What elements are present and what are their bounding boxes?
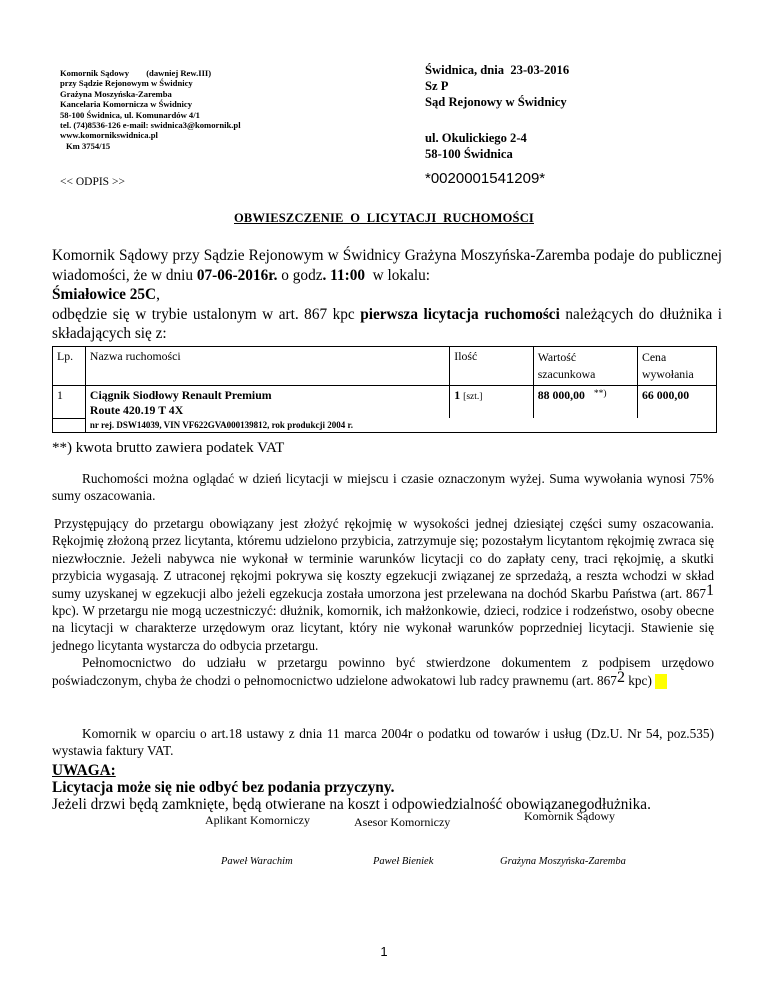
paragraph-text: kpc)	[624, 672, 652, 688]
auction-date: 07-06-2016r.	[196, 266, 278, 284]
case-number: Km 3754/15	[66, 140, 111, 151]
intro-paragraph	[52, 246, 722, 285]
signatory-name: Paweł Bieniek	[373, 856, 434, 867]
addressee-city: 58-100 Świdnica	[425, 147, 513, 161]
paragraph-text: kpc). W przetargu nie mogą uczestniczyć: dłużnik, komornik, ich małżonkowie, dzieci, rodzice i rodzeństwo, osoby obecne na licytacji w charakterze urzędowym oraz licytant, który nie wykonał warunków poprzedniej licytacji. Stawienie się jednego licytanta wystarcza do odbycia przetargu.	[52, 603, 714, 653]
location-line	[52, 285, 722, 305]
paragraph-text: Pełnomocnictwo do udziału w przetargu powinno być stwierdzone dokumentem z podpisem urzędowo poświadczonym, chyba że chodzi o pełnomocnictwo udzielone adwokatowi lub radcy prawnemu (art. 867	[52, 655, 714, 688]
article-superscript: 2	[616, 668, 625, 686]
intro-text: o godz	[277, 266, 323, 284]
addressee-block	[425, 62, 569, 110]
paragraph-text	[52, 515, 714, 654]
letterhead-line: Kancelaria Komornicza w Świdnicy	[60, 99, 192, 110]
table-row	[53, 386, 717, 419]
place-date: Świdnica, dnia 23-03-2016	[425, 63, 570, 77]
cell-name	[85, 386, 449, 419]
header-lp: Lp.	[53, 347, 86, 386]
auction-location: Śmiałowice 25C	[52, 286, 157, 303]
letterhead-line: 58-100 Świdnica, ul. Komunardów 4/1	[60, 109, 200, 120]
intro-paragraph	[52, 305, 722, 344]
notice-heading: UWAGA:	[52, 762, 116, 779]
intro-text: należących do dłużnika i składających się z:	[52, 305, 723, 342]
table-header-row	[53, 347, 717, 386]
notice-block	[52, 762, 651, 813]
vat-marker: **)	[593, 389, 607, 399]
letterhead-line: www.komornikswidnica.pl	[60, 130, 158, 141]
item-price: 66 000,00	[641, 388, 690, 402]
auction-type: pierwsza licytacja ruchomości	[360, 305, 560, 323]
bailiff-letterhead	[60, 68, 241, 151]
table-details-row	[53, 418, 717, 433]
addressee-court: Sąd Rejonowy w Świdnicy	[425, 95, 567, 109]
signature-role: Aplikant Komorniczy	[205, 813, 310, 827]
deposit-paragraph	[52, 515, 714, 689]
signatory-name: Paweł Warachim	[221, 856, 293, 867]
barcode-text: *0020001541209*	[425, 170, 546, 187]
header-qty: Ilość	[450, 347, 533, 386]
signature-role: Asesor Komorniczy	[354, 815, 451, 829]
header-value: Wartość szacunkowa	[533, 347, 637, 386]
signature-role: Komornik Sądowy	[524, 809, 615, 823]
intro-text: ,	[156, 286, 160, 303]
addressee-street: ul. Okulickiego 2-4	[425, 131, 527, 145]
item-unit: [szt.]	[463, 392, 483, 402]
cell-lp: 1	[53, 386, 86, 419]
paragraph-text: Przystępujący do przetargu obowiązany jest złożyć rękojmię w wysokości jednej dziesiątej części sumy oszacowania. Rękojmię złożoną przez licytanta, któremu udzielono przybicia, zatrzymuje się; pozostałym licytantom rękojmię zwraca się niezwłocznie. Jeżeli nabywca nie wykonał w terminie warunków licytacji co do zapłaty ceny, traci rękojmię, a skutki przybicia wygasają. Z utraconej rękojmi pokrywa się koszty egzekucji związanej ze sprzedażą, a reszta wchodzi w skład sumy uzyskanej w egzekucji albo jeżeli egzekucja została umorzona jest przelewana na dochód Skarbu Państwa (art. 867	[52, 516, 714, 601]
item-details: nr rej. DSW14039, VIN VF622GVA000139812, rok produkcji 2004 r.	[85, 418, 716, 433]
letterhead-line: przy Sądzie Rejonowym w Świdnicy	[60, 78, 193, 89]
vat-note: **) kwota brutto zawiera podatek VAT	[52, 440, 285, 456]
letterhead-line: Grażyna Moszyńska-Zaremba	[60, 88, 172, 99]
article-superscript: 1	[706, 581, 714, 599]
letterhead-line: Komornik Sądowy (dawniej Rew.III)	[60, 68, 212, 78]
items-table	[52, 346, 717, 433]
proxy-paragraph	[52, 654, 714, 689]
intro-text: w lokalu:	[365, 266, 431, 284]
notice-line: Jeżeli drzwi będą zamknięte, będą otwierane na koszt i odpowiedzialność obowiązanegodłużnika.	[52, 796, 651, 813]
viewing-paragraph	[52, 470, 714, 505]
cell-spacer	[53, 418, 86, 433]
item-name: Ciągnik Siodłowy Renault Premium Route 420.19 T 4X	[89, 388, 272, 417]
intro-text: odbędzie się w trybie ustalonym w art. 867 kpc	[52, 305, 361, 323]
paragraph-text: Ruchomości można oglądać w dzień licytacji w miejscu i czasie oznaczonym wyżej. Suma wywołania wynosi 75% sumy oszacowania.	[52, 471, 714, 504]
auction-time: 11:00	[330, 266, 366, 284]
page-number: 1	[380, 944, 388, 959]
announcement-intro	[52, 246, 722, 344]
item-value: 88 000,00	[537, 388, 585, 402]
intro-text: Komornik Sądowy przy Sądzie Rejonowym w Świdnicy Grażyna Moszyńska-Zaremba podaje do publicznej wiadomości, że w dniu	[52, 247, 722, 284]
copy-label: << ODPIS >>	[60, 176, 125, 188]
cell-qty	[450, 386, 533, 419]
addressee-address	[425, 130, 527, 162]
cell-price	[637, 386, 716, 419]
cell-value	[533, 386, 637, 419]
letterhead-line: tel. (74)8536-126 e-mail: swidnica3@komornik.pl	[60, 120, 241, 131]
intro-text: .	[322, 266, 331, 284]
item-qty: 1	[454, 388, 461, 402]
paragraph-text: Komornik w oparciu o art.18 ustawy z dnia 11 marca 2004r o podatku od towarów i usług (Dz.U. Nr 54, poz.535) wystawia faktury VAT.	[52, 726, 714, 759]
vat-invoice-paragraph	[52, 725, 714, 760]
notice-line: Licytacja może się nie odbyć bez podania przyczyny.	[52, 779, 395, 796]
document-title: OBWIESZCZENIE O LICYTACJI RUCHOMOŚCI	[234, 211, 534, 225]
addressee-ref: Sz P	[425, 79, 449, 93]
header-name: Nazwa ruchomości	[85, 347, 449, 386]
header-price: Cena wywołania	[637, 347, 716, 386]
signatory-name: Grażyna Moszyńska-Zaremba	[500, 856, 626, 867]
highlight-mark	[655, 674, 667, 689]
